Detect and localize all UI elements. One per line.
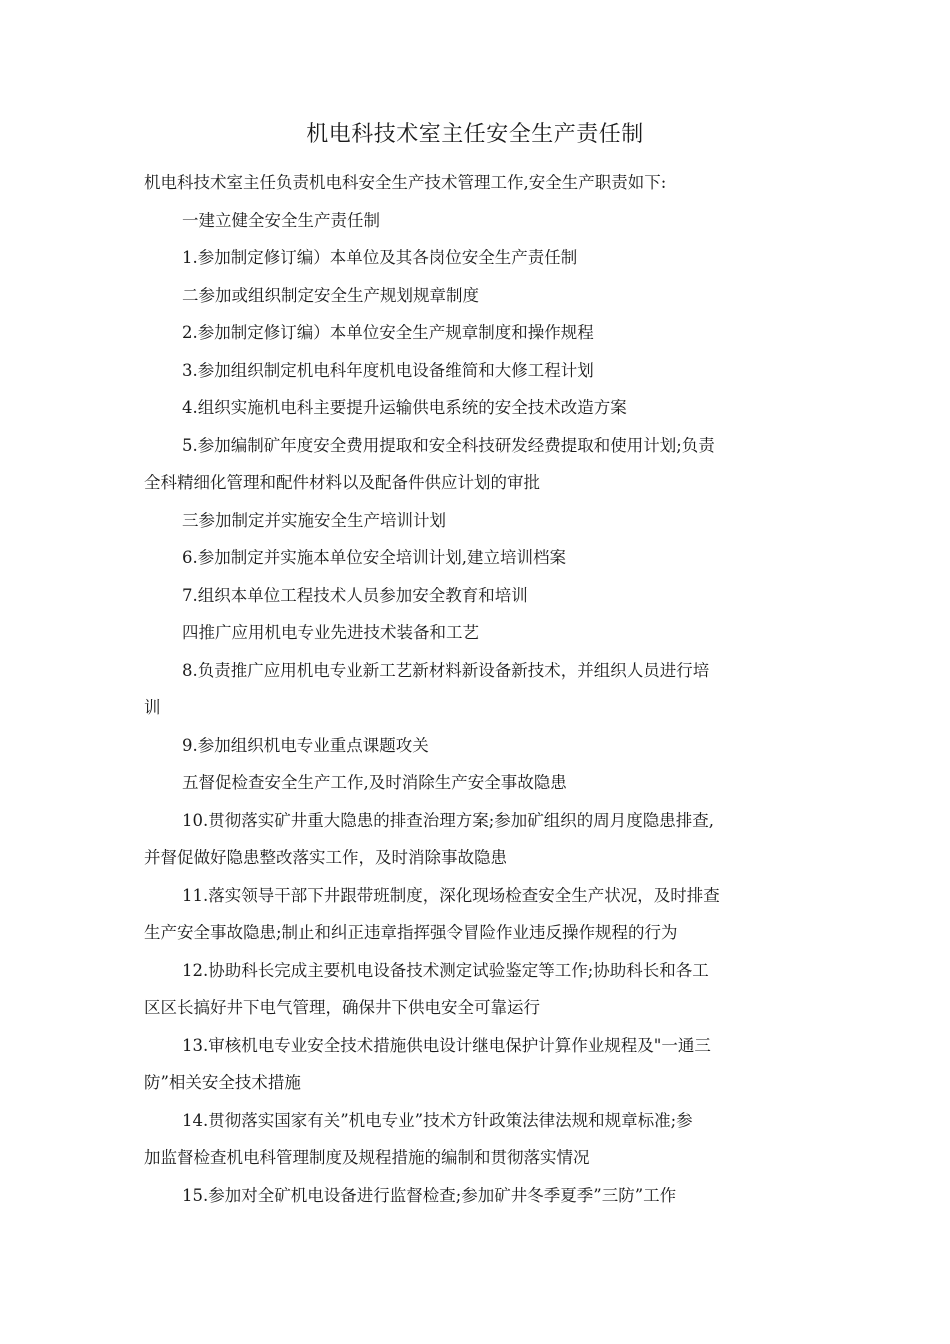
list-item-continuation: 生产安全事故隐患;制止和纠正违章指挥强令冒险作业违反操作规程的行为 <box>144 923 678 942</box>
list-item <box>144 952 824 1027</box>
list-item-continuation: 全科精细化管理和配件材料以及配备件供应计划的审批 <box>144 473 540 492</box>
list-item-line: 5.参加编制矿年度安全费用提取和安全科技研发经费提取和使用计划;负责 <box>182 435 715 455</box>
list-item-line: 10.贯彻落实矿井重大隐患的排查治理方案;参加矿组织的周月度隐患排查, <box>182 810 715 830</box>
list-item-line: 12.协助科长完成主要机电设备技术测定试验鉴定等工作;协助科长和各工 <box>182 960 709 980</box>
list-item <box>144 427 824 502</box>
intro-paragraph: 机电科技术室主任负责机电科安全生产技术管理工作,安全生产职责如下: <box>144 173 667 192</box>
list-item-continuation: 并督促做好隐患整改落实工作，及时消除事故隐患 <box>144 848 507 867</box>
list-item: 7.组织本单位工程技术人员参加安全教育和培训 <box>182 585 528 605</box>
list-item-line: 13.审核机电专业安全技术措施供电设计继电保护计算作业规程及"一通三 <box>182 1035 711 1055</box>
list-item: 4.组织实施机电科主要提升运输供电系统的安全技术改造方案 <box>182 398 627 417</box>
list-item-continuation: 训 <box>144 698 161 717</box>
list-item: 6.参加制定并实施本单位安全培训计划,建立培训档案 <box>182 548 566 567</box>
list-item: 2.参加制定修订编）本单位安全生产规章制度和操作规程 <box>182 323 594 342</box>
list-item-continuation: 防”相关安全技术措施 <box>144 1073 301 1092</box>
responsibility-list <box>144 202 824 1215</box>
list-item: 五督促检查安全生产工作,及时消除生产安全事故隐患 <box>182 773 567 792</box>
list-item <box>144 1027 824 1102</box>
list-item: 3.参加组织制定机电科年度机电设备维简和大修工程计划 <box>182 360 594 380</box>
list-item: 二参加或组织制定安全生产规划规章制度 <box>182 285 479 305</box>
list-item <box>144 652 824 727</box>
list-item: 9.参加组织机电专业重点课题攻关 <box>182 735 429 755</box>
list-item <box>144 802 824 877</box>
list-item: 四推广应用机电专业先进技术装备和工艺 <box>182 623 479 642</box>
list-item: 1.参加制定修订编）本单位及其各岗位安全生产责任制 <box>182 248 578 267</box>
list-item <box>144 1102 824 1177</box>
list-item-line: 11.落实领导干部下井跟带班制度，深化现场检查安全生产状况，及时排查 <box>182 885 720 905</box>
list-item: 15.参加对全矿机电设备进行监督检查;参加矿井冬季夏季”三防”工作 <box>182 1185 677 1205</box>
list-item: 三参加制定并实施安全生产培训计划 <box>182 510 446 530</box>
list-item-continuation: 区区长搞好井下电气管理，确保井下供电安全可靠运行 <box>144 998 540 1017</box>
list-item <box>144 877 824 952</box>
document-title: 机电科技术室主任安全生产责任制 <box>306 122 644 147</box>
list-item-line: 14.贯彻落实国家有关”机电专业”技术方针政策法律法规和规章标准;参 <box>182 1110 693 1130</box>
list-item-continuation: 加监督检查机电科管理制度及规程措施的编制和贯彻落实情况 <box>144 1148 590 1167</box>
list-item-line: 8.负责推广应用机电专业新工艺新材料新设备新技术，并组织人员进行培 <box>182 660 710 680</box>
list-item: 一建立健全安全生产责任制 <box>182 210 380 230</box>
document-body <box>144 164 824 1214</box>
